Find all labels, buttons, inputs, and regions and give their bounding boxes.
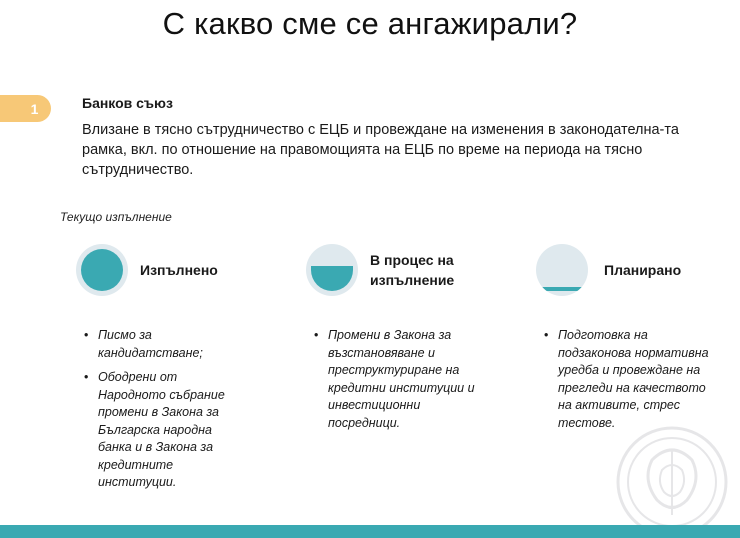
half-circle-icon [306, 244, 358, 296]
section-heading: Банков съюз [82, 95, 173, 111]
section-number-badge: 1 [0, 95, 51, 122]
bottom-accent-bar [0, 525, 740, 538]
list-item: • Писмо за кандидатстване; [84, 327, 244, 362]
list-item: • Ободрени от Народното събрание промени в Закона за Българска народна банка и в Закона за кредитните институции. [84, 369, 244, 492]
status-label: В процес на изпълнение [370, 252, 455, 288]
bullet-list-done [84, 327, 244, 499]
circle-fill-level [541, 287, 583, 291]
circle-fill-level [81, 249, 123, 291]
status-label: Планирано [604, 262, 682, 278]
current-progress-label: Текущо изпълнение [60, 210, 172, 224]
status-column-done [76, 244, 218, 296]
empty-circle-icon [536, 244, 588, 296]
status-row [76, 244, 218, 296]
circle-fill-level [311, 266, 353, 291]
full-circle-icon [76, 244, 128, 296]
bullet-list-in-progress [314, 327, 494, 439]
status-column-in-progress [306, 244, 480, 296]
status-row [306, 244, 480, 296]
list-item: • Промени в Закона за възстановяване и преструктуриране на кредитни институции и инвестиционни посредници. [314, 327, 494, 432]
status-label: Изпълнено [140, 262, 218, 278]
status-column-planned [536, 244, 681, 296]
bank-seal-watermark-icon [612, 420, 732, 538]
section-description: Влизане в тясно сътрудничество с ЕЦБ и провеждане на изменения в законодателна-та рамка, вкл. по отношение на правомощията на ЕЦБ по време на периода на тясно сътрудничество. [82, 122, 679, 178]
status-row [536, 244, 681, 296]
page-title: С какво сме се ангажирали? [162, 6, 578, 41]
list-item: • Подготовка на подзаконова нормативна уредба и провеждане на прегледи на качеството на активите, стрес тестове. [544, 327, 714, 432]
